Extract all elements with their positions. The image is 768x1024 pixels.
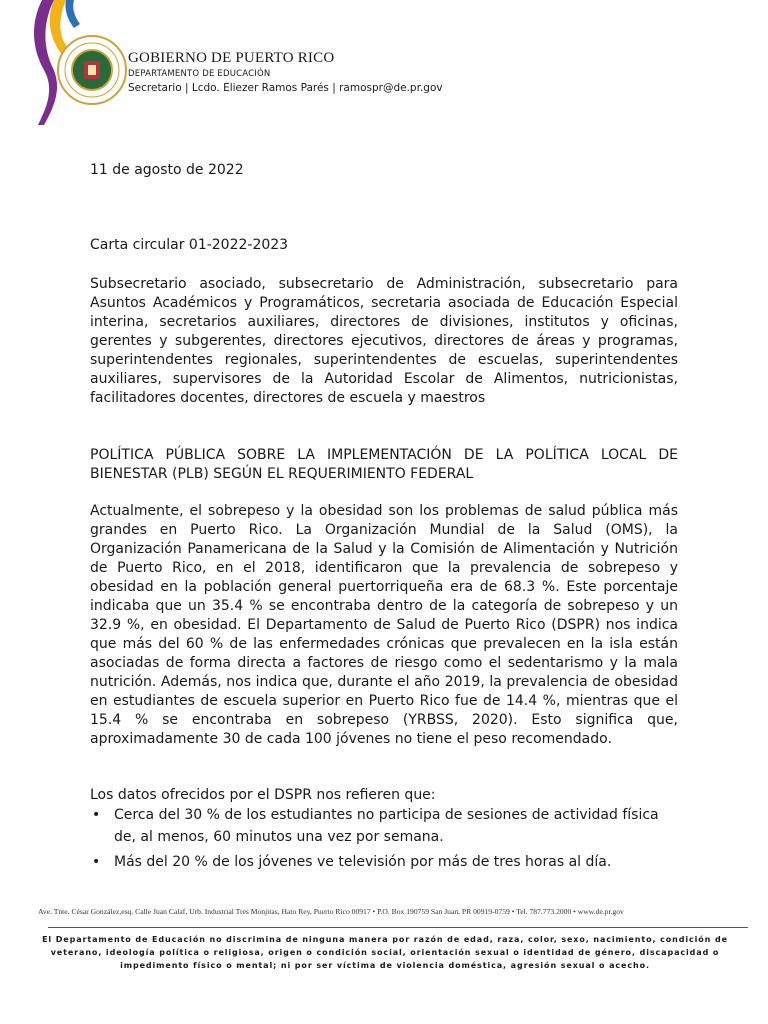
bullet-icon: • xyxy=(92,854,101,870)
circular-number: Carta circular 01-2022-2023 xyxy=(90,237,289,253)
list-item-text: Más del 20 % de los jóvenes ve televisión por más de tres horas al día. xyxy=(114,854,612,870)
list-item-text: Cerca del 30 % de los estudiantes no participa de sesiones de actividad física de, al menos, 60 minutos una vez por semana. xyxy=(114,807,659,845)
intro-paragraph: Actualmente, el sobrepeso y la obesidad son los problemas de salud pública más grandes en Puerto Rico. La Organización Mundial de la Salud (OMS), la Organización Panamericana de la Salud y la Comisión de Alimentación y Nutrición de Puerto Rico, en el 2018, identificaron que la prevalencia de sobrepeso y obesidad en la población general puertorriqueña era de 68.3 %. Este porcentaje indicaba que un 35.4 % se encontraba dentro de la categoría de sobrepeso y un 32.9 %, en obesidad. El Departamento de Salud de Puerto Rico (DSPR) nos indica que más del 60 % de las enfermedades crónicas que prevalecen en la isla están asociadas de forma directa a factores de riesgo como el sedentarismo y la mala nutrición. Además, nos indica que, durante el año 2019, la prevalencia de obesidad en estudiantes de escuela superior en Puerto Rico fue de 14.4 %, mientras que el 15.4 % se encontraba en sobrepeso (YRBSS, 2020). Esto significa que, aproximadamente 30 de cada 100 jóvenes no tiene el peso recomendado. xyxy=(90,503,678,747)
letter-date: 11 de agosto de 2022 xyxy=(90,162,244,178)
footer-address: Ave. Tnte. César González,esq. Calle Juan Calaf, Urb. Industrial Tres Monjitas, Hato Rey, Puerto Rico 00917 • P.O. Box 190759 San Juan, PR 00919-0759 • Tel. 787.773.2000 • www.de.pr.gov xyxy=(38,907,624,916)
recipients-paragraph: Subsecretario asociado, subsecretario de Administración, subsecretario para Asuntos Académicos y Programáticos, secretaria asociada de Educación Especial interina, secretarios auxiliares, directores de divisiones, institutos y oficinas, gerentes y subgerentes, directores ejecutivos, directores de áreas y programas, superintendentes regionales, superintendentes de escuelas, superintendentes auxiliares, supervisores de la Autoridad Escolar de Alimentos, nutricionistas, facilitadores docentes, directores de escuela y maestros xyxy=(90,276,678,406)
government-seal-icon xyxy=(57,35,127,105)
footer-divider xyxy=(48,927,748,928)
bullet-icon: • xyxy=(92,807,101,823)
policy-title: POLÍTICA PÚBLICA SOBRE LA IMPLEMENTACIÓN DE LA POLÍTICA LOCAL DE BIENESTAR (PLB) SEGÚN EL REQUERIMIENTO FEDERAL xyxy=(90,447,678,482)
secretary-line: Secretario | Lcdo. Eliezer Ramos Parés | ramospr@de.pr.gov xyxy=(128,82,443,94)
list-intro: Los datos ofrecidos por el DSPR nos refieren que: xyxy=(90,787,436,803)
list-item xyxy=(90,851,680,873)
nondiscrimination-notice: El Departamento de Educación no discrimina de ninguna manera por razón de edad, raza, color, sexo, nacimiento, condición de veterano, ideología política o religiosa, origen o condición social, orientación sexual o identidad de género, discapacidad o impedimento físico o mental; ni por ser víctima de violencia doméstica, agresión sexual o acecho. xyxy=(42,935,728,970)
department-name: DEPARTAMENTO DE EDUCACIÓN xyxy=(128,69,271,79)
organization-name: GOBIERNO DE PUERTO RICO xyxy=(128,50,335,66)
data-list xyxy=(90,804,680,876)
list-item xyxy=(90,804,680,848)
letterhead xyxy=(128,50,443,94)
